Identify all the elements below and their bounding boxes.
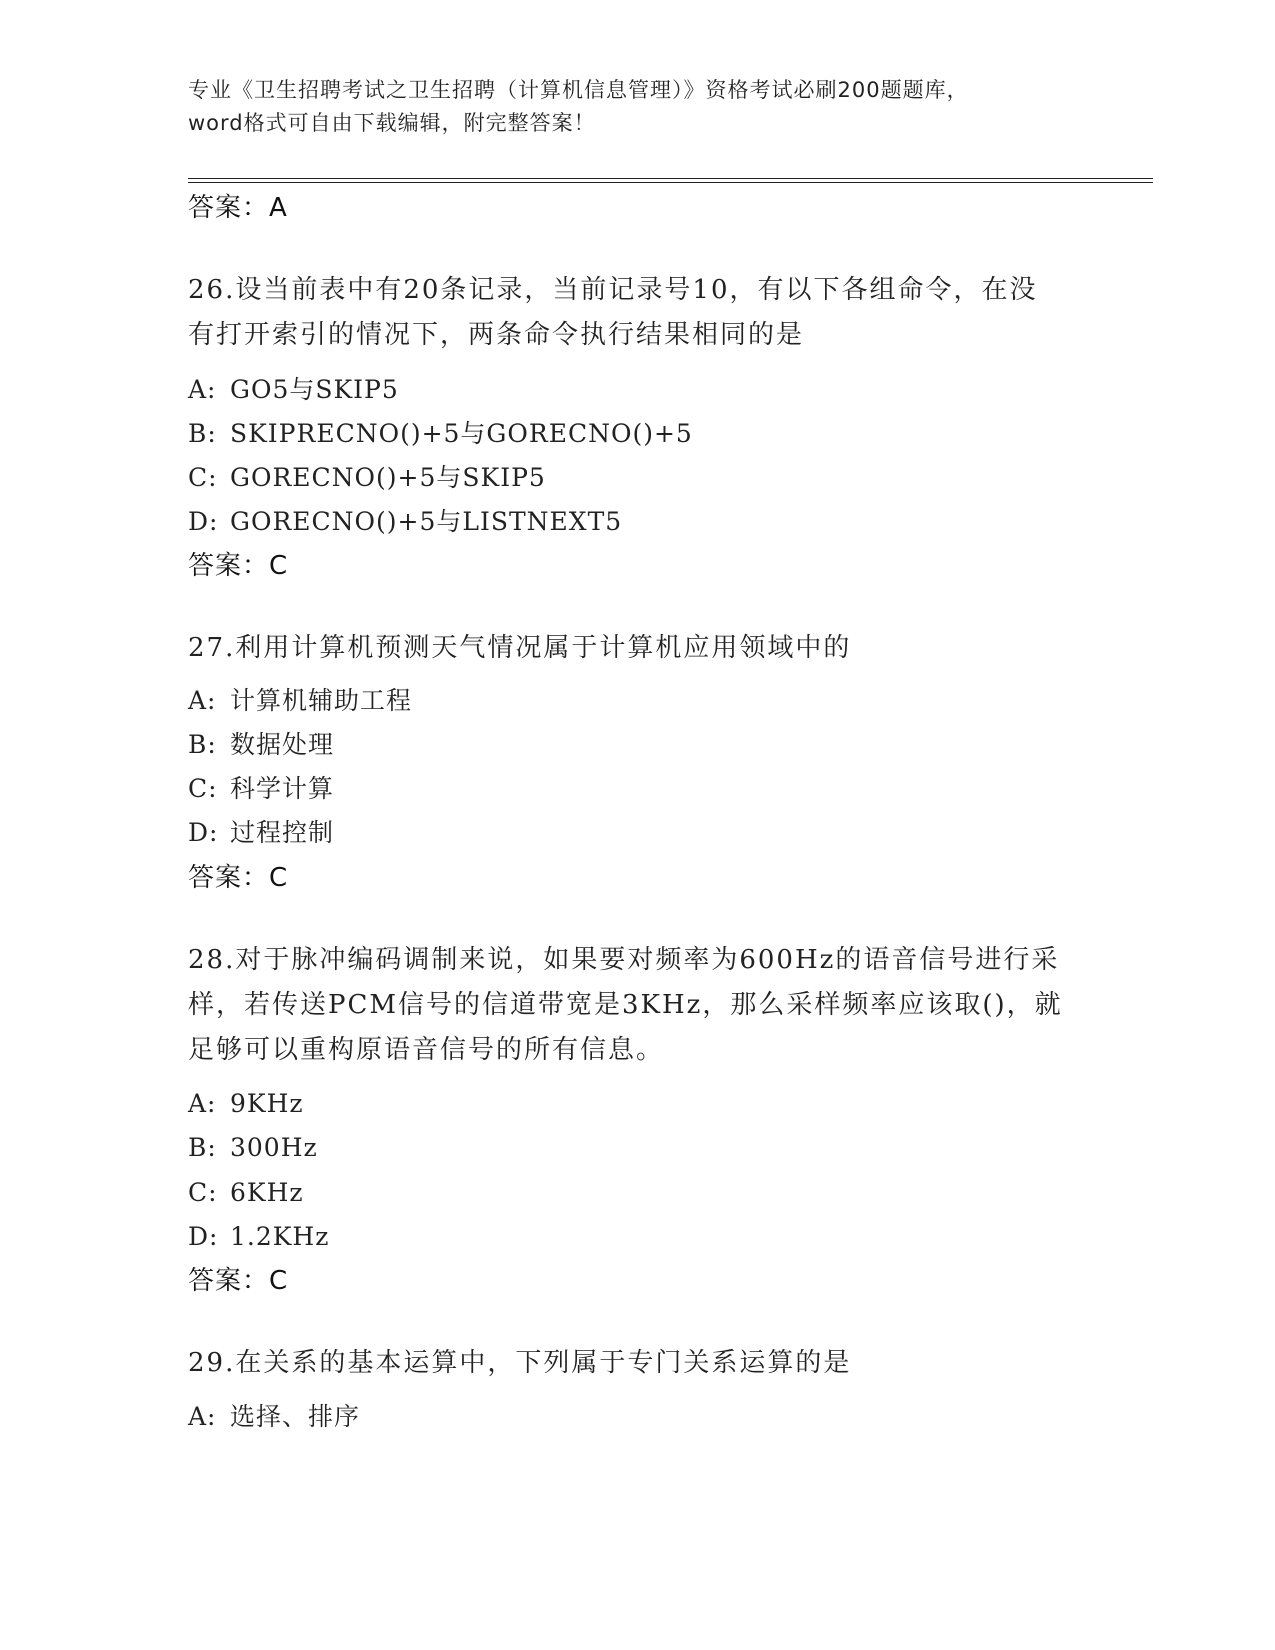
option-text: 科学计算 xyxy=(230,774,335,803)
question-26-option-b xyxy=(188,417,693,451)
question-stem-line: 29.在关系的基本运算中，下列属于专门关系运算的是 xyxy=(188,1348,852,1378)
question-28-stem xyxy=(188,938,1088,1073)
option-letter: C: xyxy=(188,463,218,492)
option-text: SKIPRECNO()+5与GORECNO()+5 xyxy=(230,419,693,448)
question-27-option-a xyxy=(188,684,412,718)
option-text: 6KHz xyxy=(230,1178,304,1207)
option-text: 1.2KHz xyxy=(230,1222,330,1251)
option-text: GORECNO()+5与LISTNEXT5 xyxy=(230,507,623,536)
question-27-answer: 答案：C xyxy=(188,863,289,893)
question-stem-line: 样，若传送PCM信号的信道带宽是3KHz，那么采样频率应该取()，就 xyxy=(188,990,1063,1020)
question-stem-line: 26.设当前表中有20条记录，当前记录号10，有以下各组命令，在没 xyxy=(188,275,1038,305)
question-27-stem xyxy=(188,626,1088,671)
question-26-answer: 答案：C xyxy=(188,551,289,581)
option-letter: C: xyxy=(188,774,218,803)
header-line-1: 专业《卫生招聘考试之卫生招聘（计算机信息管理）》资格考试必刷200题题库， xyxy=(188,78,969,102)
option-letter: C: xyxy=(188,1178,218,1207)
option-text: 9KHz xyxy=(230,1089,304,1118)
option-letter: A: xyxy=(188,1089,217,1118)
option-text: 选择、排序 xyxy=(230,1402,361,1431)
option-letter: B: xyxy=(188,730,217,759)
question-29-stem xyxy=(188,1341,1088,1386)
option-letter: D: xyxy=(188,1222,219,1251)
header-rule-bottom xyxy=(188,182,1153,183)
option-text: GORECNO()+5与SKIP5 xyxy=(230,463,546,492)
option-text: 计算机辅助工程 xyxy=(230,686,413,715)
question-26-option-a xyxy=(188,373,399,407)
question-28-option-a xyxy=(188,1087,304,1121)
option-letter: B: xyxy=(188,1133,217,1162)
question-stem-line: 28.对于脉冲编码调制来说，如果要对频率为600Hz的语音信号进行采 xyxy=(188,945,1060,975)
header-rule-top xyxy=(188,178,1153,179)
question-26-option-d xyxy=(188,505,622,539)
question-29-option-a xyxy=(188,1400,360,1434)
option-letter: D: xyxy=(188,507,219,536)
question-27-option-b xyxy=(188,728,334,762)
option-text: GO5与SKIP5 xyxy=(230,375,399,404)
option-text: 过程控制 xyxy=(230,818,335,847)
question-26-stem xyxy=(188,268,1088,358)
question-27-option-d xyxy=(188,816,334,850)
option-letter: A: xyxy=(188,375,217,404)
option-text: 300Hz xyxy=(230,1133,318,1162)
previous-answer: 答案：A xyxy=(188,193,288,223)
header-line-2: word格式可自由下载编辑，附完整答案！ xyxy=(188,111,596,135)
question-28-option-d xyxy=(188,1220,329,1254)
question-stem-line: 有打开索引的情况下，两条命令执行结果相同的是 xyxy=(188,320,805,350)
question-28-answer: 答案：C xyxy=(188,1266,289,1296)
option-letter: B: xyxy=(188,419,217,448)
question-stem-line: 足够可以重构原语音信号的所有信息。 xyxy=(188,1035,665,1065)
option-letter: A: xyxy=(188,1402,217,1431)
question-28-option-c xyxy=(188,1176,304,1210)
option-letter: A: xyxy=(188,686,217,715)
question-27-option-c xyxy=(188,772,334,806)
option-text: 数据处理 xyxy=(230,730,335,759)
document-header xyxy=(188,74,1088,140)
question-26-option-c xyxy=(188,461,546,495)
question-stem-line: 27.利用计算机预测天气情况属于计算机应用领域中的 xyxy=(188,633,852,663)
question-28-option-b xyxy=(188,1131,318,1165)
option-letter: D: xyxy=(188,818,219,847)
